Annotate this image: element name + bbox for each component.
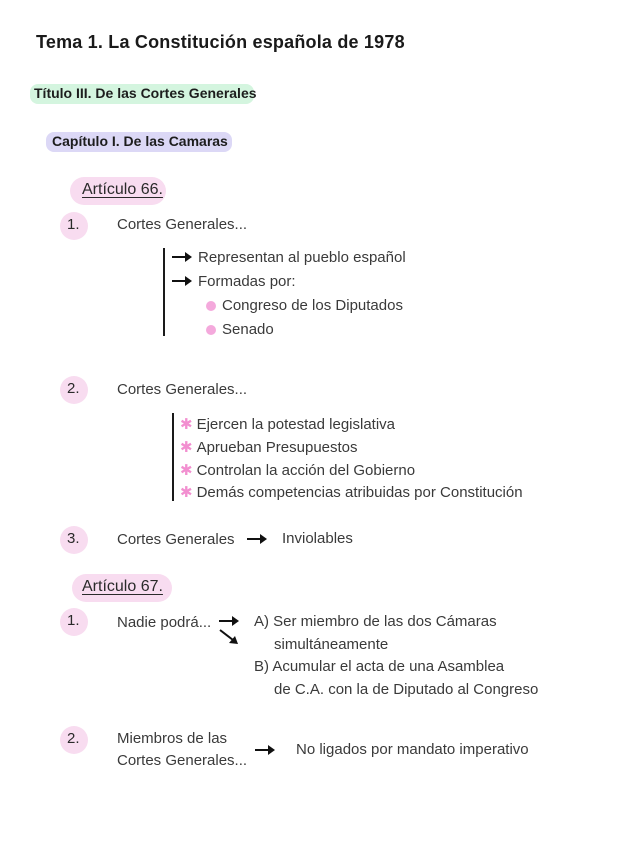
art66-p1-bracket	[163, 248, 165, 336]
arrow-icon	[246, 533, 268, 545]
art66-p2-item-1	[180, 415, 395, 433]
art66-p2-number: 2.	[67, 380, 80, 397]
item-label: Ejercen la potestad legislativa	[196, 416, 396, 433]
art66-p1-item-1: Representan al pueblo español	[198, 249, 406, 266]
pink-star-icon: ✱	[180, 416, 193, 433]
art67-p1-option-a-cont: simultáneamente	[274, 636, 389, 653]
titulo-heading: Título III. De las Cortes Generales	[34, 85, 257, 101]
art67-p2-number: 2.	[67, 730, 80, 747]
pink-dot-icon	[206, 325, 216, 335]
art67-p1-lead: Nadie podrá...	[117, 614, 212, 631]
pink-star-icon: ✱	[180, 439, 193, 456]
art67-p2-lead-line-1: Miembros de las	[117, 730, 228, 747]
item-label: Controlan la acción del Gobierno	[196, 462, 416, 479]
art67-heading: Artículo 67.	[82, 578, 163, 595]
pink-star-icon: ✱	[180, 462, 193, 479]
capitulo-heading: Capítulo I. De las Camaras	[52, 133, 228, 149]
arrow-icon	[171, 251, 193, 263]
arrow-icon	[171, 275, 193, 287]
art67-p1-number: 1.	[67, 612, 80, 629]
art66-p3-result: Inviolables	[282, 530, 353, 547]
art66-p2-lead: Cortes Generales...	[117, 381, 248, 398]
arrow-icon	[218, 615, 240, 627]
item-label: Aprueban Presupuestos	[196, 439, 358, 456]
arrow-diagonal-icon	[218, 628, 240, 646]
art66-p1-subitem-2	[206, 321, 274, 338]
art66-heading: Artículo 66.	[82, 181, 163, 198]
subitem-label: Senado	[222, 321, 274, 338]
art67-p1-option-b: B) Acumular el acta de una Asamblea	[254, 658, 505, 675]
pink-dot-icon	[206, 301, 216, 311]
art67-p2-lead-line-2: Cortes Generales...	[117, 752, 248, 769]
subitem-label: Congreso de los Diputados	[222, 297, 403, 314]
art66-p3-number: 3.	[67, 530, 80, 547]
art66-p1-number: 1.	[67, 216, 80, 233]
art66-p2-bracket	[172, 413, 174, 501]
item-label: Demás competencias atribuidas por Constitución	[196, 484, 523, 501]
art66-p3-lead: Cortes Generales	[117, 531, 235, 548]
art66-p2-item-4	[180, 483, 523, 501]
art67-p2-result: No ligados por mandato imperativo	[296, 741, 529, 758]
art66-p1-item-2: Formadas por:	[198, 273, 296, 290]
art67-p1-option-b-cont: de C.A. con la de Diputado al Congreso	[274, 681, 539, 698]
art66-p1-subitem-1	[206, 297, 403, 314]
art66-p2-item-3	[180, 461, 415, 479]
art67-p1-option-a: A) Ser miembro de las dos Cámaras	[254, 613, 497, 630]
arrow-icon	[254, 744, 276, 756]
art66-p1-lead: Cortes Generales...	[117, 216, 248, 233]
art66-p2-item-2	[180, 438, 358, 456]
pink-star-icon: ✱	[180, 484, 193, 501]
document-title: Tema 1. La Constitución española de 1978	[36, 32, 405, 52]
